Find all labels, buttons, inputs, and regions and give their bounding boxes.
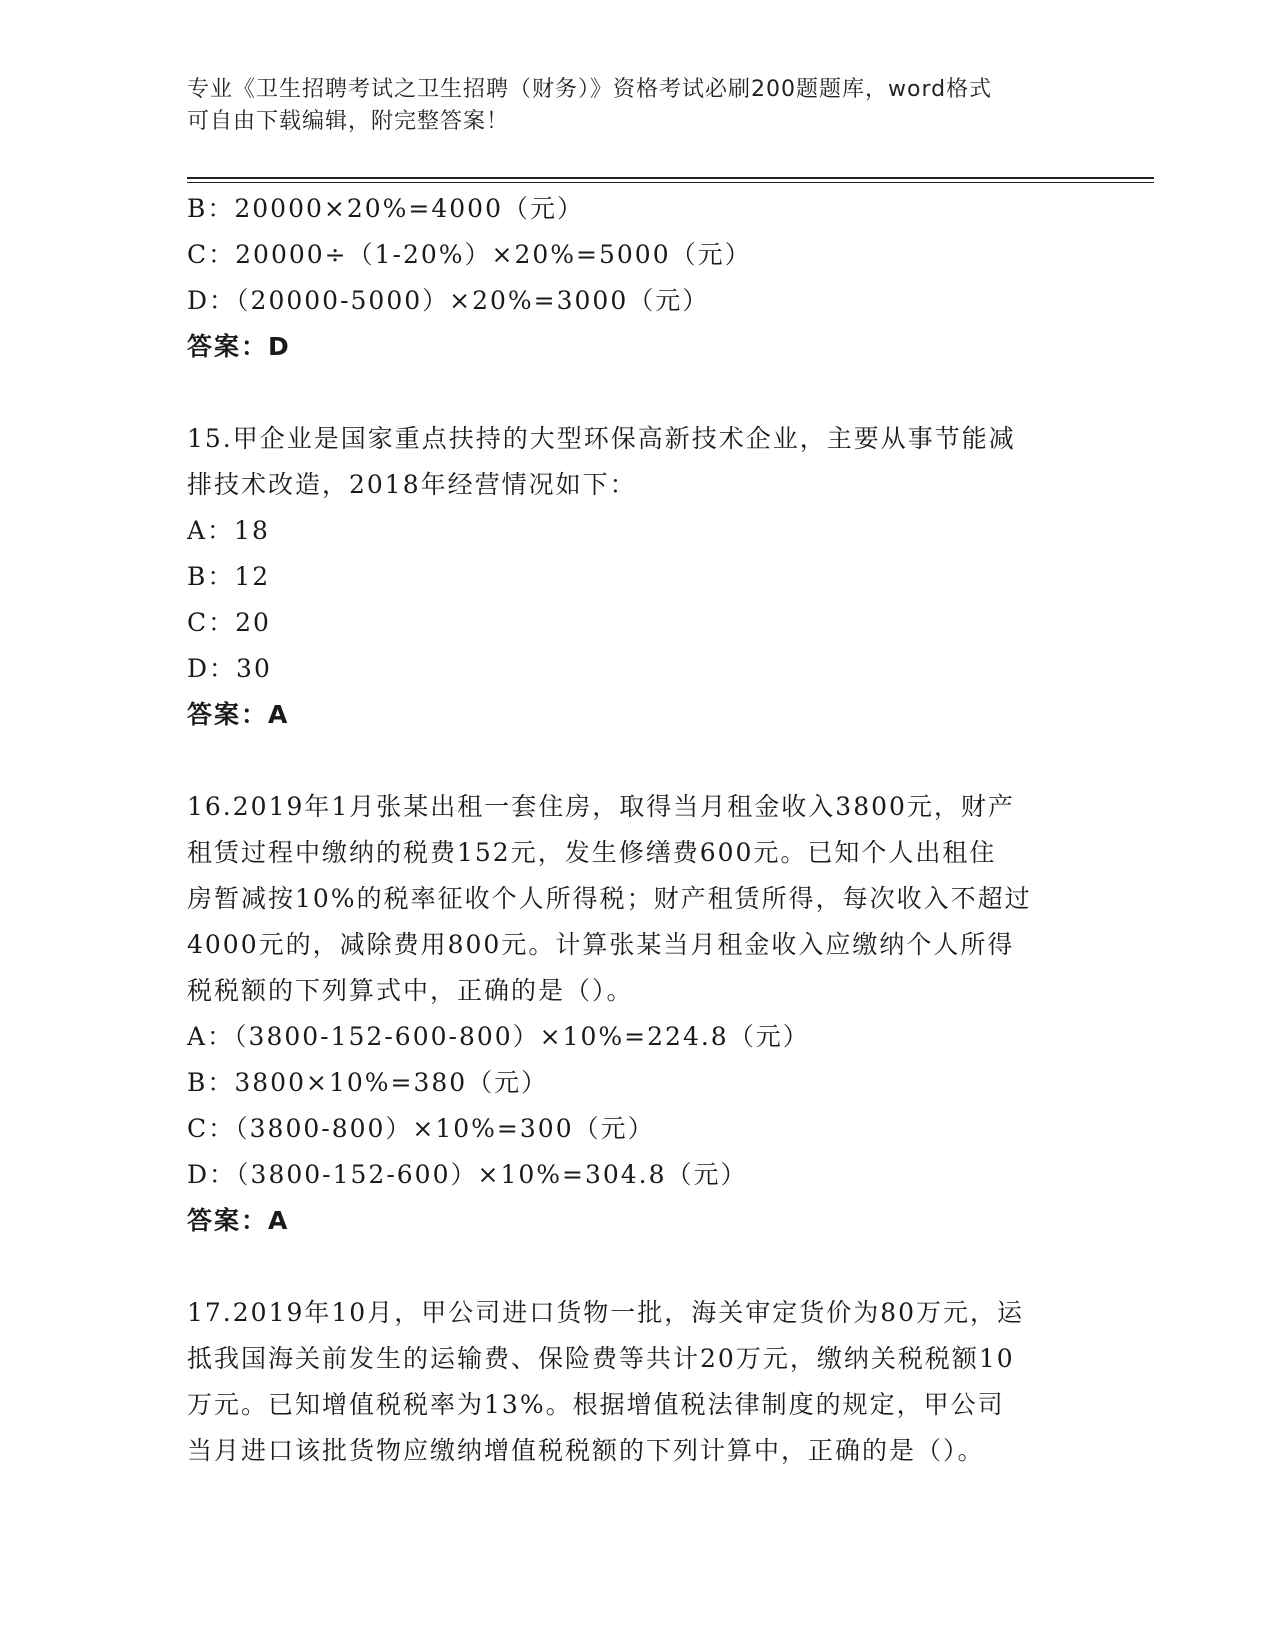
header-rule-thin: [187, 182, 1154, 183]
question-stem-line: 房暂减按10%的税率征收个人所得税；财产租赁所得，每次收入不超过: [187, 884, 1032, 913]
question-15: [187, 416, 1087, 738]
question-stem-line: 4000元的，减除费用800元。计算张某当月租金收入应缴纳个人所得: [187, 930, 1015, 959]
question-stem-line: 排技术改造，2018年经营情况如下：: [187, 470, 637, 499]
question-17: [187, 1290, 1087, 1474]
header-line-2: 可自由下载编辑，附完整答案！: [187, 109, 510, 134]
document-body: [187, 186, 1087, 1474]
option-d: D：（20000-5000）×20%=3000（元）: [187, 286, 710, 315]
option-c: C：（3800-800）×10%=300（元）: [187, 1114, 655, 1143]
question-stem-line: 万元。已知增值税税率为13%。根据增值税法律制度的规定，甲公司: [187, 1390, 1005, 1419]
option-c: C：20000÷（1-20%）×20%=5000（元）: [187, 240, 752, 269]
option-b: B：3800×10%=380（元）: [187, 1068, 549, 1097]
option-b: B：12: [187, 562, 271, 591]
spacer: [187, 1244, 1087, 1290]
question-stem-line: 15.甲企业是国家重点扶持的大型环保高新技术企业，主要从事节能减: [187, 424, 1016, 453]
answer: 答案：A: [187, 1206, 290, 1235]
header-line-1: 专业《卫生招聘考试之卫生招聘（财务）》资格考试必刷200题题库，word格式: [187, 77, 993, 102]
option-c: C：20: [187, 608, 271, 637]
header-rule-thick: [187, 177, 1154, 179]
question-stem-line: 税税额的下列算式中，正确的是（）。: [187, 976, 634, 1005]
question-stem-line: 16.2019年1月张某出租一套住房，取得当月租金收入3800元，财产: [187, 792, 1015, 821]
answer: 答案：D: [187, 332, 291, 361]
question-14: [187, 186, 1087, 370]
option-d: D：（3800-152-600）×10%=304.8（元）: [187, 1160, 748, 1189]
option-a: A：（3800-152-600-800）×10%=224.8（元）: [187, 1022, 810, 1051]
question-16: [187, 784, 1087, 1244]
option-d: D：30: [187, 654, 272, 683]
document-header: [187, 74, 1077, 138]
answer: 答案：A: [187, 700, 290, 729]
spacer: [187, 738, 1087, 784]
spacer: [187, 370, 1087, 416]
question-stem-line: 抵我国海关前发生的运输费、保险费等共计20万元，缴纳关税税额10: [187, 1344, 1015, 1373]
question-stem-line: 租赁过程中缴纳的税费152元，发生修缮费600元。已知个人出租住: [187, 838, 997, 867]
question-stem-line: 当月进口该批货物应缴纳增值税税额的下列计算中，正确的是（）。: [187, 1436, 985, 1465]
question-stem-line: 17.2019年10月，甲公司进口货物一批，海关审定货价为80万元，运: [187, 1298, 1025, 1327]
option-b: B：20000×20%=4000（元）: [187, 194, 584, 223]
option-a: A：18: [187, 516, 270, 545]
